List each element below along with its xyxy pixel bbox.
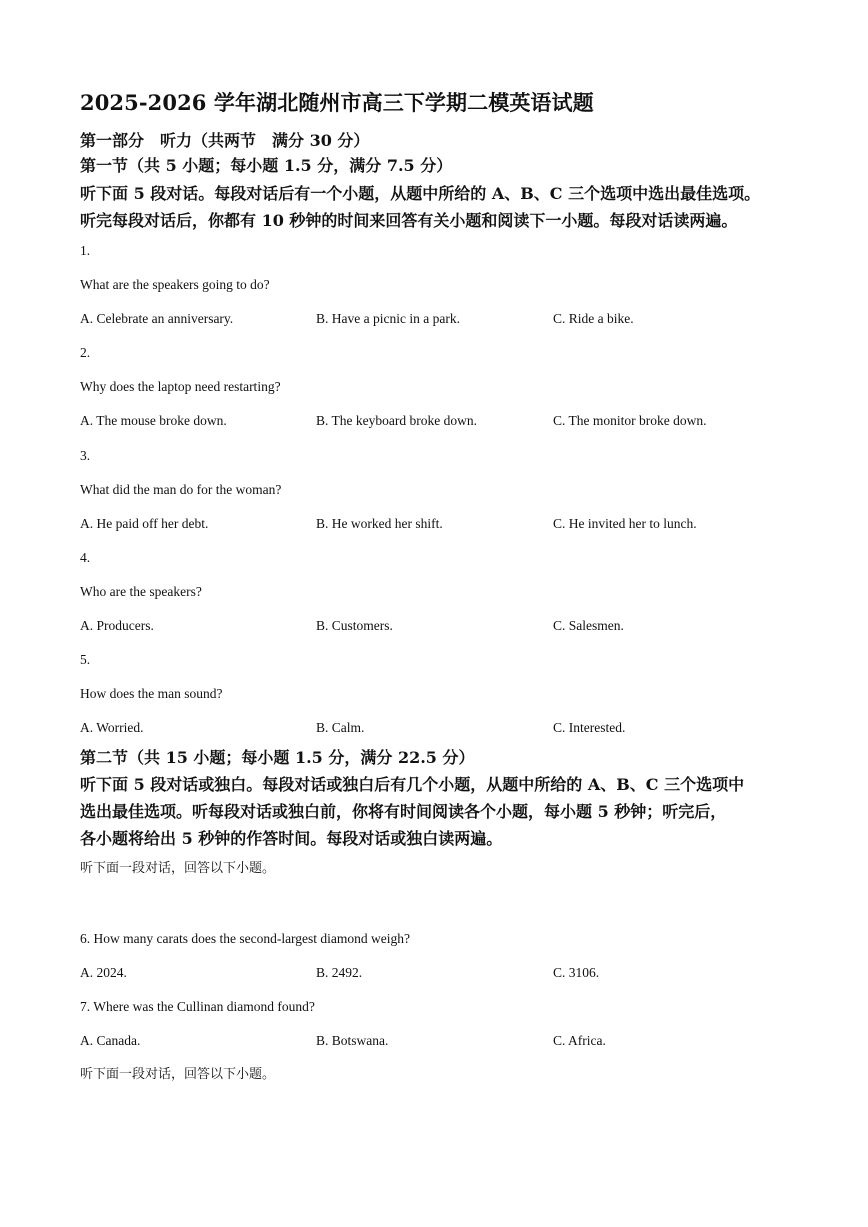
question-stem: Who are the speakers? <box>80 584 202 599</box>
option-c: C. The monitor broke down. <box>553 413 707 428</box>
option-c: C. He invited her to lunch. <box>553 516 697 531</box>
listening-prompt: 听下面一段对话，回答以下小题。 <box>80 861 276 876</box>
option-c: C. 3106. <box>553 965 600 980</box>
option-b: B. 2492. <box>316 965 363 980</box>
question-number: 5. <box>80 652 91 667</box>
question-number: 2. <box>80 345 91 360</box>
question-stem: What did the man do for the woman? <box>80 482 282 497</box>
question-stem: 6. How many carats does the second-largest diamond weigh? <box>80 931 411 946</box>
section2-instruction-line: 听下面 5 段对话或独白。每段对话或独白后有几个小题，从题中所给的 A、B、C 三个选项中 <box>80 775 745 794</box>
question-stem: How does the man sound? <box>80 686 223 701</box>
option-a: A. Worried. <box>80 720 144 735</box>
option-a: A. Producers. <box>80 618 154 633</box>
option-a: A. 2024. <box>80 965 127 980</box>
option-c: C. Salesmen. <box>553 618 624 633</box>
listening-prompt: 听下面一段对话，回答以下小题。 <box>80 1067 276 1082</box>
option-b: B. He worked her shift. <box>316 516 443 531</box>
part1-heading: 第一部分 听力（共两节 满分 30 分） <box>80 131 370 150</box>
option-b: B. Botswana. <box>316 1033 389 1048</box>
section1-instruction-line: 听完每段对话后，你都有 10 秒钟的时间来回答有关小题和阅读下一小题。每段对话读两遍。 <box>80 211 738 230</box>
question-stem: 7. Where was the Cullinan diamond found? <box>80 999 315 1014</box>
option-a: A. Canada. <box>80 1033 141 1048</box>
section2-heading: 第二节（共 15 小题；每小题 1.5 分，满分 22.5 分） <box>80 748 475 767</box>
section2-instruction-line: 选出最佳选项。听每段对话或独白前，你将有时间阅读各个小题，每小题 5 秒钟；听完后， <box>80 802 727 821</box>
question-stem: Why does the laptop need restarting? <box>80 379 281 394</box>
section2-instruction-line: 各小题将给出 5 秒钟的作答时间。每段对话或独白读两遍。 <box>80 829 503 848</box>
option-b: B. Customers. <box>316 618 393 633</box>
question-stem: What are the speakers going to do? <box>80 277 270 292</box>
section1-instruction-line: 听下面 5 段对话。每段对话后有一个小题，从题中所给的 A、B、C 三个选项中选出最佳选项。 <box>80 184 761 203</box>
option-b: B. The keyboard broke down. <box>316 413 477 428</box>
section1-heading: 第一节（共 5 小题；每小题 1.5 分，满分 7.5 分） <box>80 156 453 175</box>
document-title: 2025-2026 学年湖北随州市高三下学期二模英语试题 <box>80 90 594 115</box>
option-b: B. Calm. <box>316 720 365 735</box>
option-b: B. Have a picnic in a park. <box>316 311 460 326</box>
question-number: 3. <box>80 448 91 463</box>
option-a: A. Celebrate an anniversary. <box>80 311 234 326</box>
question-number: 1. <box>80 243 91 258</box>
option-a: A. He paid off her debt. <box>80 516 209 531</box>
option-c: C. Interested. <box>553 720 626 735</box>
question-number: 4. <box>80 550 91 565</box>
option-c: C. Africa. <box>553 1033 606 1048</box>
option-c: C. Ride a bike. <box>553 311 634 326</box>
option-a: A. The mouse broke down. <box>80 413 227 428</box>
